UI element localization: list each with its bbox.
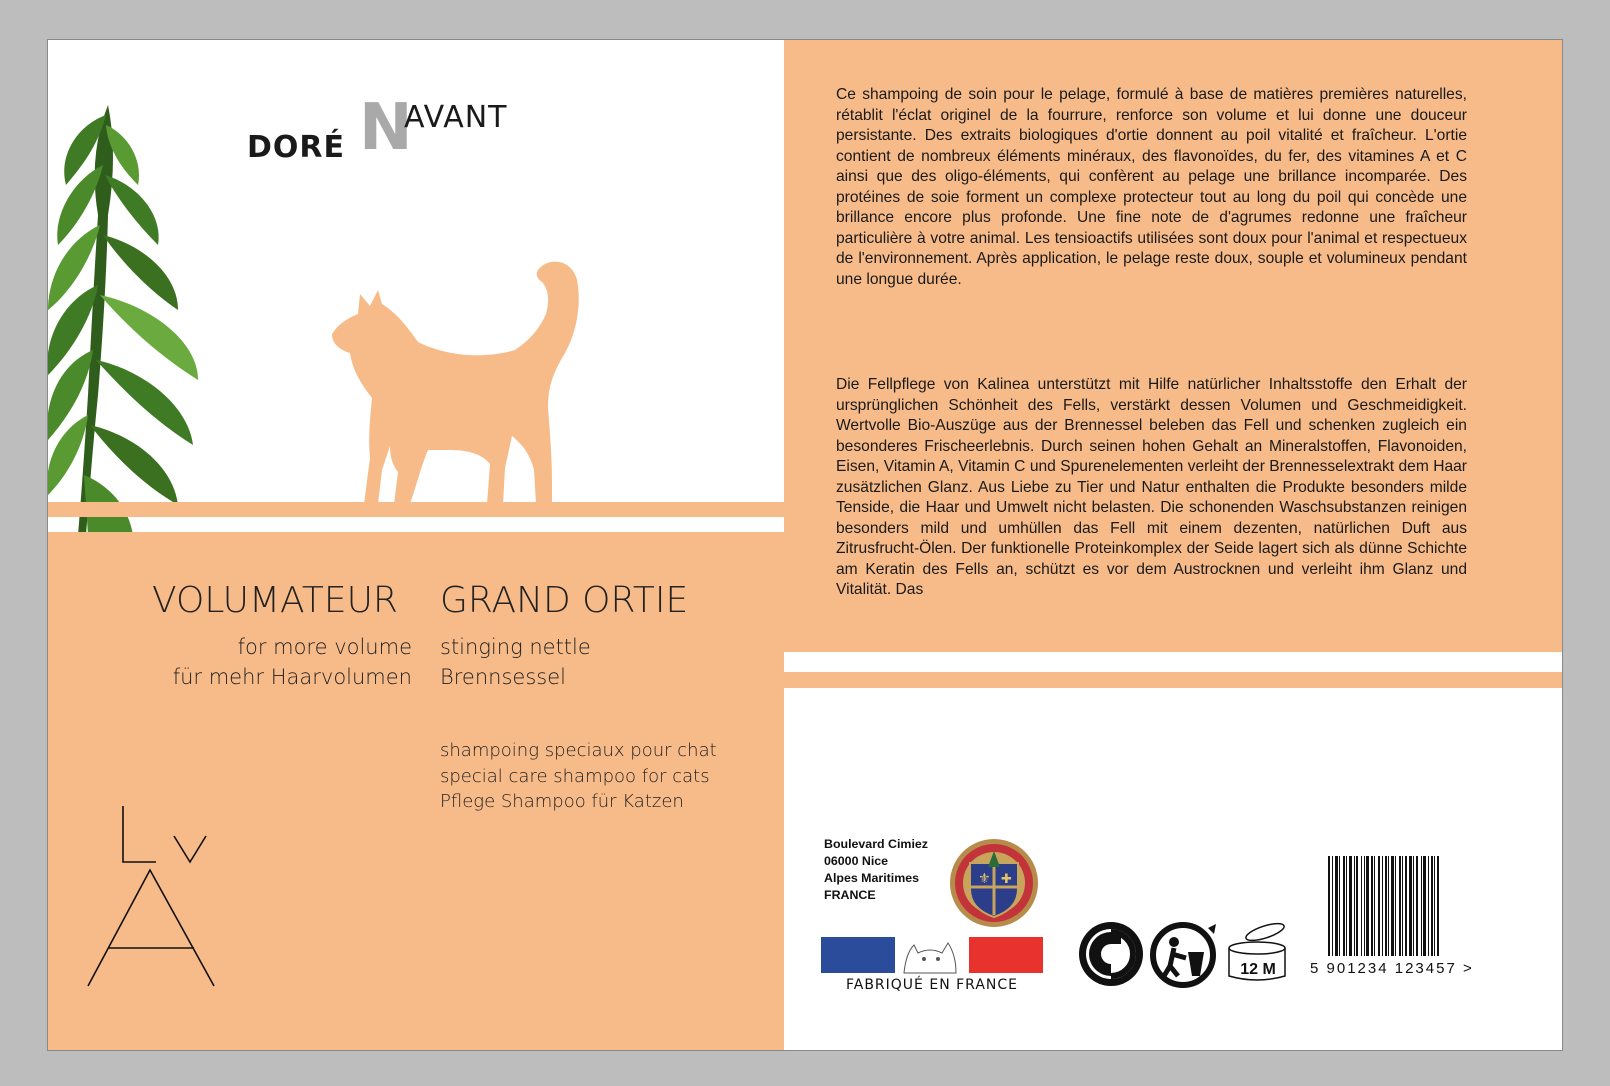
svg-text:⚜: ⚜: [978, 871, 991, 887]
brand-name-part2: AVANT: [404, 100, 508, 135]
subtitle-left-de: für mehr Haarvolumen: [172, 665, 412, 689]
address-line1: Boulevard Cimiez: [824, 837, 928, 851]
tidyman-icon: [1150, 922, 1220, 988]
title-right: GRAND ORTIE: [440, 580, 689, 621]
nettle-plant-icon: [48, 95, 218, 535]
stripe-top: [48, 502, 784, 517]
address-block: [824, 836, 928, 904]
text-german: Die Fellpflege von Kalinea unterstützt mit Hilfe natürlicher Inhaltsstoffe den Erhalt der ursprünglichen Schönheit des Fells, verstärkt dessen Volumen und Geschmeidigkeit. Wertvolle Bio-Auszüge aus der Brennessel beleben das Fell und schenken zugleich ein besonderes Frischeerlebnis. Durch seinen hohen Gehalt an Mineralstoffen, Flavonoiden, Eisen, Vitamin A, Vitamin C und Spurenelementen verleiht der Brennesselextrakt dem Haar zusätzlichen Glanz. Aus Liebe zu Tier und Natur enthalten die Produkte besonders milde Tenside, die Haar und Umwelt nicht belasten. Die schonenden Waschsubstanzen reinigen besonders mild und umhüllen das Fell mit einem dezenten, natürlichen Duft aus Zitrusfrucht-Ölen. Der funktionelle Proteinkomplex der Seide lagert sich als dünne Schichte am Keratin des Fells an, schützt es vor dem Austrocknen und verleiht ihm Glanz und Vitalität. Das: [836, 376, 1467, 598]
product-label: [47, 39, 1563, 1051]
subtitle-right-de: Brennsessel: [440, 665, 566, 689]
subtitle-right-en: stinging nettle: [440, 635, 591, 659]
brand-logo: [247, 91, 587, 165]
cat-silhouette-icon: [330, 258, 590, 506]
barcode-icon: [1328, 856, 1482, 956]
text-french: Ce shampoing de soin pour le pelage, formulé à base de matières premières naturelles, rétablit l'éclat originel de la fourrure, renforce son volume et lui donne une douceur persistante. Des extraits biologiques d'ortie donnent au poil vitalité et fraîcheur. L'ortie contient de nombreux éléments minéraux, des flavonoïdes, du fer, des vitamines A et C ainsi que des oligo-éléments, qui confèrent au pelage une brillance incomparée. Des protéines de soie forment un complexe protecteur tout au long du poil qui concède une brillance encore plus profonde. Une fine note de d'agrumes redonne une fraîcheur particulière à votre animal. Les tensioactifs utilisées sont doux pour l'animal et respectueux de l'environnement. Après application, le pelage reste doux, souple et volumineux pendant une longue durée.: [836, 86, 1467, 288]
description-fr: shampoing speciaux pour chat: [440, 740, 717, 761]
description-en: special care shampoo for cats: [440, 766, 710, 787]
cat-head-icon: [896, 939, 966, 975]
stripe-bottom: [784, 672, 1562, 688]
address-line4: FRANCE: [824, 888, 876, 902]
svg-text:✚: ✚: [1001, 872, 1012, 887]
brand-monogram: N: [359, 91, 413, 165]
coat-of-arms-icon: [948, 837, 1040, 929]
lav-monogram-icon: [86, 800, 226, 990]
green-dot-icon: [1077, 920, 1145, 988]
address-line3: Alpes Maritimes: [824, 871, 920, 885]
pao-label: 12 M: [1240, 961, 1276, 978]
description-de: Pflege Shampoo für Katzen: [440, 791, 684, 812]
brand-name-part1: DORÉ: [247, 130, 345, 165]
subtitle-left-en: for more volume: [237, 635, 412, 659]
address-line2: 06000 Nice: [824, 854, 889, 868]
barcode-number: 5 901234 123457 >: [1310, 960, 1474, 977]
title-left: VOLUMATEUR: [152, 580, 398, 621]
made-in-france: FABRIQUÉ EN FRANCE: [845, 977, 1019, 993]
